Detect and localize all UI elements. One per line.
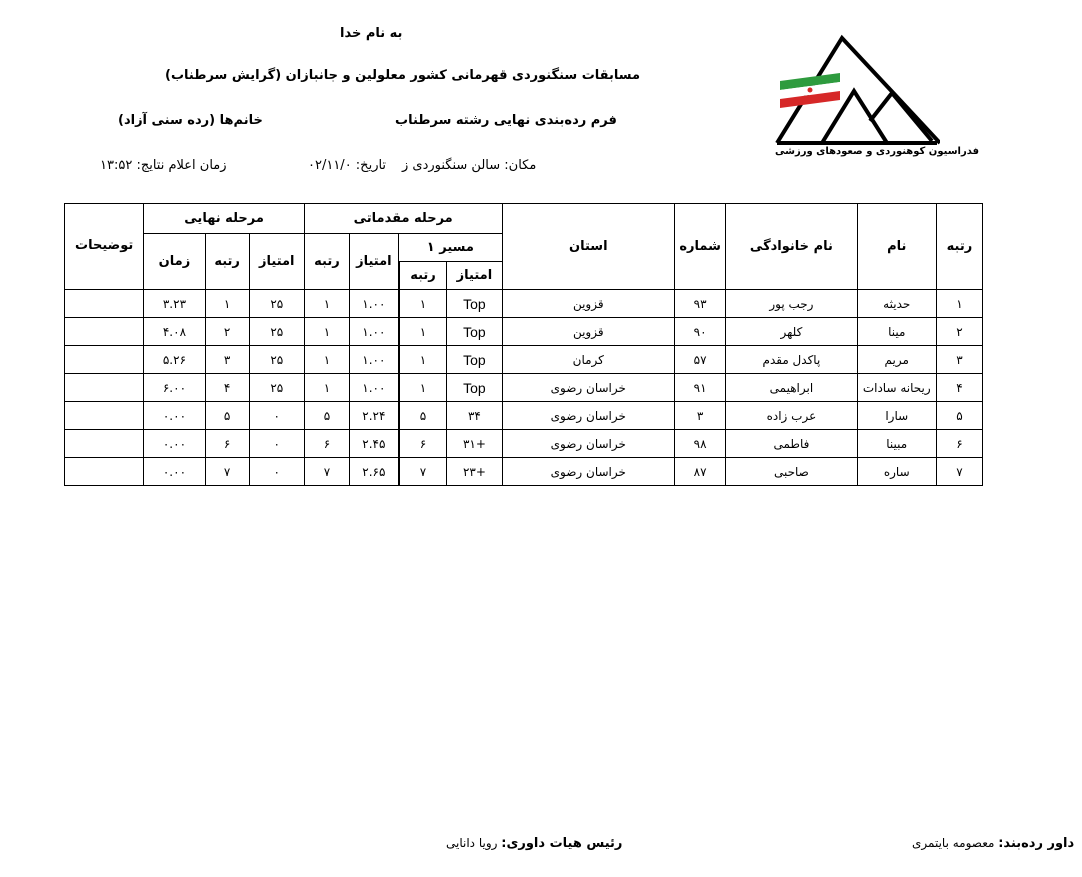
header-prelim: مرحله مقدماتی (304, 204, 502, 234)
cell-time: ۰.۰۰ (144, 430, 205, 458)
cell-number: ۸۷ (675, 458, 726, 486)
cell-time: ۰.۰۰ (144, 458, 205, 486)
cell-route1-score: Top (447, 290, 502, 318)
cell-final-score: ۲۵ (249, 374, 304, 402)
cell-rank: ۳ (936, 346, 982, 374)
cell-prelim-rank: ۱ (304, 290, 349, 318)
cell-prelim-rank: ۷ (304, 458, 349, 486)
cell-rank: ۱ (936, 290, 982, 318)
cell-final-rank: ۱ (205, 290, 249, 318)
header-route1-rank: رتبه (399, 262, 447, 290)
cell-number: ۵۷ (675, 346, 726, 374)
cell-final-score: ۰ (249, 402, 304, 430)
cell-first-name: مبینا (857, 430, 936, 458)
cell-province: قزوین (502, 290, 675, 318)
header-number: شماره (675, 204, 726, 290)
place-label: مکان: سالن سنگنوردی ز (402, 158, 537, 173)
cell-final-score: ۲۵ (249, 290, 304, 318)
cell-notes (65, 346, 144, 374)
header-route1-score: امتیاز (447, 262, 502, 290)
cell-first-name: مینا (857, 318, 936, 346)
date-label: تاریخ: ۰۲/۱۱/۰ (308, 158, 387, 173)
cell-route1-rank: ۵ (399, 402, 447, 430)
table-row (65, 290, 983, 318)
head-judge-label: رئیس هیات داوری: (501, 836, 623, 851)
cell-last-name: عرب زاده (726, 402, 857, 430)
cell-prelim-rank: ۱ (304, 346, 349, 374)
cell-prelim-score: ۱.۰۰ (350, 346, 399, 374)
cell-prelim-score: ۲.۶۵ (350, 458, 399, 486)
cell-notes (65, 430, 144, 458)
cell-province: کرمان (502, 346, 675, 374)
header-final-score: امتیاز (249, 234, 304, 290)
header-final: مرحله نهایی (144, 204, 305, 234)
cell-route1-score: ۳۴ (447, 402, 502, 430)
cell-route1-rank: ۱ (399, 290, 447, 318)
table-row (65, 374, 983, 402)
cell-number: ۳ (675, 402, 726, 430)
cell-route1-rank: ۶ (399, 430, 447, 458)
header-prelim-score: امتیاز (350, 234, 399, 290)
cell-prelim-rank: ۶ (304, 430, 349, 458)
cell-province: خراسان رضوی (502, 430, 675, 458)
cell-prelim-score: ۱.۰۰ (350, 374, 399, 402)
head-judge-signature (446, 836, 622, 851)
basmala: به نام خدا (340, 26, 403, 41)
cell-rank: ۷ (936, 458, 982, 486)
category-label: خانم‌ها (رده سنی آزاد) (118, 113, 263, 128)
header-last-name: نام خانوادگی (726, 204, 857, 290)
cell-number: ۹۳ (675, 290, 726, 318)
cell-prelim-score: ۱.۰۰ (350, 290, 399, 318)
mountain-logo-icon (772, 33, 940, 161)
cell-prelim-score: ۲.۲۴ (350, 402, 399, 430)
cell-route1-score: Top (447, 374, 502, 402)
cell-number: ۹۰ (675, 318, 726, 346)
cell-final-rank: ۴ (205, 374, 249, 402)
header-prelim-rank: رتبه (304, 234, 349, 290)
cell-final-score: ۲۵ (249, 346, 304, 374)
cell-time: ۰.۰۰ (144, 402, 205, 430)
header-time: زمان (144, 234, 205, 290)
cell-first-name: حدیثه (857, 290, 936, 318)
results-table (64, 203, 983, 486)
cell-number: ۹۸ (675, 430, 726, 458)
cell-route1-rank: ۱ (399, 318, 447, 346)
cell-number: ۹۱ (675, 374, 726, 402)
table-row (65, 430, 983, 458)
cell-first-name: مریم (857, 346, 936, 374)
cell-province: خراسان رضوی (502, 458, 675, 486)
header-route1: مسیر ۱ (399, 234, 502, 262)
cell-final-rank: ۷ (205, 458, 249, 486)
cell-notes (65, 290, 144, 318)
cell-route1-rank: ۱ (399, 374, 447, 402)
cell-time: ۵.۲۶ (144, 346, 205, 374)
cell-first-name: ساره (857, 458, 936, 486)
cell-rank: ۶ (936, 430, 982, 458)
judge-label: داور رده‌بند: (998, 836, 1075, 851)
cell-route1-score: Top (447, 346, 502, 374)
cell-province: قزوین (502, 318, 675, 346)
head-judge-name: رویا دانایی (446, 836, 498, 850)
header-rank: رتبه (936, 204, 982, 290)
cell-route1-score: +۳۱ (447, 430, 502, 458)
cell-notes (65, 318, 144, 346)
cell-last-name: ابراهیمی (726, 374, 857, 402)
header-first-name: نام (857, 204, 936, 290)
cell-prelim-rank: ۱ (304, 318, 349, 346)
cell-final-rank: ۶ (205, 430, 249, 458)
competition-title: مسابقات سنگنوردی قهرمانی کشور معلولین و جانبازان (گرایش سرطناب) (165, 68, 641, 83)
cell-first-name: سارا (857, 402, 936, 430)
federation-logo (772, 33, 940, 161)
table-row (65, 402, 983, 430)
form-title: فرم رده‌بندی نهایی رشته سرطناب (395, 113, 617, 128)
cell-province: خراسان رضوی (502, 374, 675, 402)
cell-final-score: ۰ (249, 430, 304, 458)
cell-last-name: کلهر (726, 318, 857, 346)
table-row (65, 318, 983, 346)
cell-last-name: فاطمی (726, 430, 857, 458)
federation-name: فدراسیون کوهنوردی و صعودهای ورزشی (775, 146, 980, 157)
cell-prelim-rank: ۱ (304, 374, 349, 402)
judge-signature (912, 836, 1074, 851)
header-notes: توضیحات (65, 204, 144, 290)
cell-notes (65, 374, 144, 402)
header-final-rank: رتبه (205, 234, 249, 290)
cell-prelim-rank: ۵ (304, 402, 349, 430)
cell-route1-rank: ۷ (399, 458, 447, 486)
cell-rank: ۲ (936, 318, 982, 346)
table-row (65, 458, 983, 486)
header-province: استان (502, 204, 675, 290)
cell-time: ۳.۲۳ (144, 290, 205, 318)
table-row (65, 346, 983, 374)
cell-rank: ۴ (936, 374, 982, 402)
cell-route1-score: Top (447, 318, 502, 346)
cell-final-rank: ۵ (205, 402, 249, 430)
cell-last-name: پاکدل مقدم (726, 346, 857, 374)
cell-first-name: ریحانه سادات (857, 374, 936, 402)
cell-route1-rank: ۱ (399, 346, 447, 374)
announce-time: زمان اعلام نتایج: ۱۳:۵۲ (100, 158, 227, 173)
cell-notes (65, 458, 144, 486)
cell-time: ۴.۰۸ (144, 318, 205, 346)
cell-prelim-score: ۲.۴۵ (350, 430, 399, 458)
judge-name: معصومه بایتمری (912, 836, 995, 850)
cell-prelim-score: ۱.۰۰ (350, 318, 399, 346)
cell-notes (65, 402, 144, 430)
cell-province: خراسان رضوی (502, 402, 675, 430)
cell-final-score: ۰ (249, 458, 304, 486)
cell-rank: ۵ (936, 402, 982, 430)
cell-last-name: رجب پور (726, 290, 857, 318)
cell-last-name: صاحبی (726, 458, 857, 486)
cell-final-rank: ۲ (205, 318, 249, 346)
cell-time: ۶.۰۰ (144, 374, 205, 402)
cell-final-score: ۲۵ (249, 318, 304, 346)
cell-final-rank: ۳ (205, 346, 249, 374)
cell-route1-score: +۲۳ (447, 458, 502, 486)
